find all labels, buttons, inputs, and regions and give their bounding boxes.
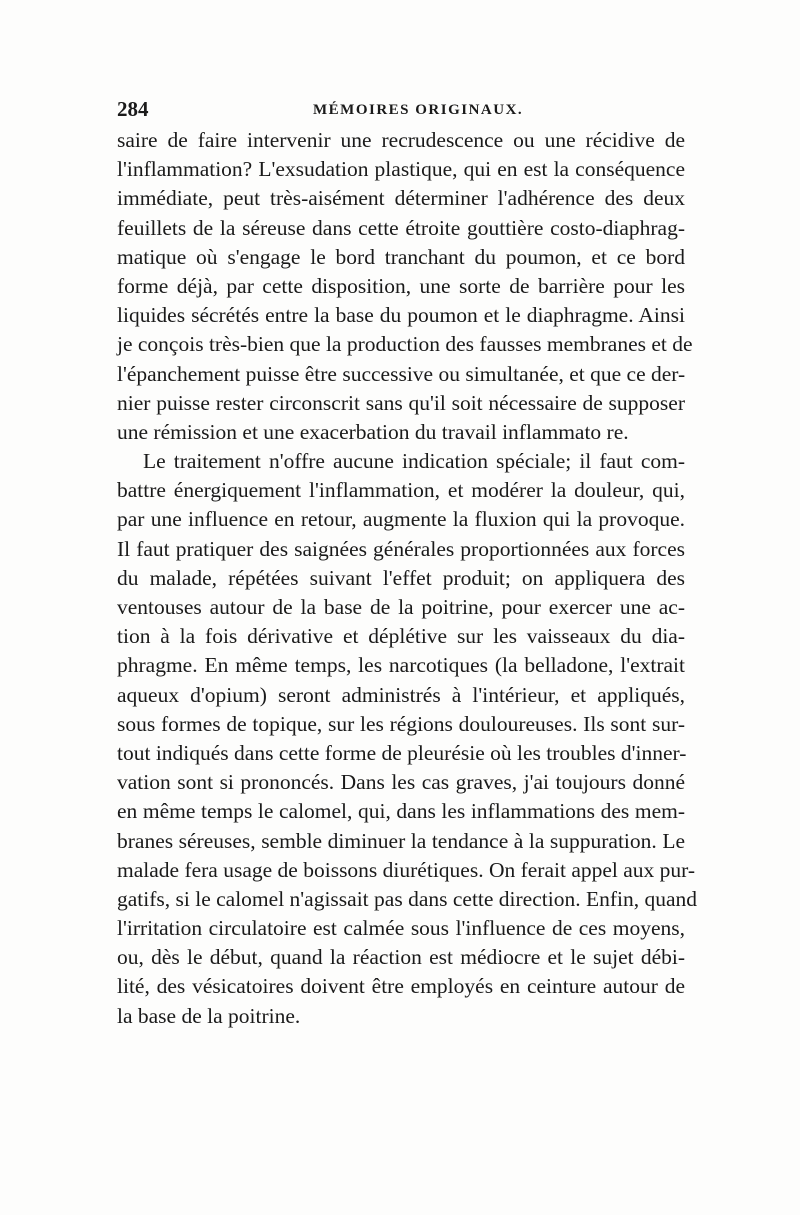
text-line: vation sont si prononcés. Dans les cas graves, j'ai toujours donné bbox=[117, 770, 685, 795]
text-line: aqueux d'opium) seront administrés à l'intérieur, et appliqués, bbox=[117, 682, 685, 707]
text-line: l'inflammation? L'exsudation plastique, qui en est la conséquence bbox=[117, 157, 685, 182]
text-line: feuillets de la séreuse dans cette étroite gouttière costo-diaphrag- bbox=[117, 215, 685, 240]
text-line: la base de la poitrine. bbox=[117, 1003, 301, 1028]
text-line: ou, dès le début, quand la réaction est médiocre et le sujet débi- bbox=[117, 945, 685, 970]
text-line: malade fera usage de boissons diurétiques. On ferait appel aux pur- bbox=[117, 857, 696, 882]
text-line: gatifs, si le calomel n'agissait pas dans cette direction. Enfin, quand bbox=[117, 886, 698, 911]
text-line: tout indiqués dans cette forme de pleurésie où les troubles d'inner- bbox=[117, 740, 687, 765]
text-line: saire de faire intervenir une recrudescence ou une récidive de bbox=[117, 128, 685, 152]
page-header bbox=[117, 96, 685, 122]
text-line: liquides sécrétés entre la base du poumon et le diaphragme. Ainsi bbox=[117, 303, 685, 328]
text-line: je conçois très-bien que la production des fausses membranes et de bbox=[117, 332, 693, 357]
text-line: Le traitement n'offre aucune indication spéciale; il faut com- bbox=[143, 449, 685, 474]
text-line: du malade, répétées suivant l'effet produit; on appliquera des bbox=[117, 565, 685, 590]
text-line: forme déjà, par cette disposition, une sorte de barrière pour les bbox=[117, 273, 685, 298]
running-title: MÉMOIRES ORIGINAUX. bbox=[313, 102, 524, 118]
text-line: phragme. En même temps, les narcotiques (la belladone, l'extrait bbox=[117, 653, 685, 678]
text-line: branes séreuses, semble diminuer la tendance à la suppuration. Le bbox=[117, 828, 685, 853]
text-line: matique où s'engage le bord tranchant du poumon, et ce bord bbox=[117, 244, 685, 269]
text-line: battre énergiquement l'inflammation, et modérer la douleur, qui, bbox=[117, 478, 685, 503]
page-number: 284 bbox=[117, 97, 149, 121]
text-line: ventouses autour de la base de la poitrine, pour exercer une ac- bbox=[117, 595, 685, 619]
text-line: en même temps le calomel, qui, dans les inflammations des mem- bbox=[117, 799, 685, 824]
text-line: une rémission et une exacerbation du travail inflammato re. bbox=[117, 419, 629, 444]
text-line: par une influence en retour, augmente la fluxion qui la provoque. bbox=[117, 507, 685, 532]
paragraph-2 bbox=[117, 447, 698, 1031]
body-text bbox=[117, 126, 698, 1031]
text-line: nier puisse rester circonscrit sans qu'il soit nécessaire de supposer bbox=[117, 390, 685, 415]
paragraph-1 bbox=[117, 126, 693, 447]
text-line: lité, des vésicatoires doivent être employés en ceinture autour de bbox=[117, 974, 685, 999]
text-line: tion à la fois dérivative et déplétive sur les vaisseaux du dia- bbox=[117, 624, 685, 649]
text-line: l'épanchement puisse être successive ou simultanée, et que ce der- bbox=[117, 361, 686, 386]
text-line: immédiate, peut très-aisément déterminer l'adhérence des deux bbox=[117, 186, 685, 211]
text-line: Il faut pratiquer des saignées générales proportionnées aux forces bbox=[117, 536, 685, 561]
text-line: l'irritation circulatoire est calmée sous l'influence de ces moyens, bbox=[117, 916, 685, 941]
text-line: sous formes de topique, sur les régions douloureuses. Ils sont sur- bbox=[117, 711, 685, 736]
